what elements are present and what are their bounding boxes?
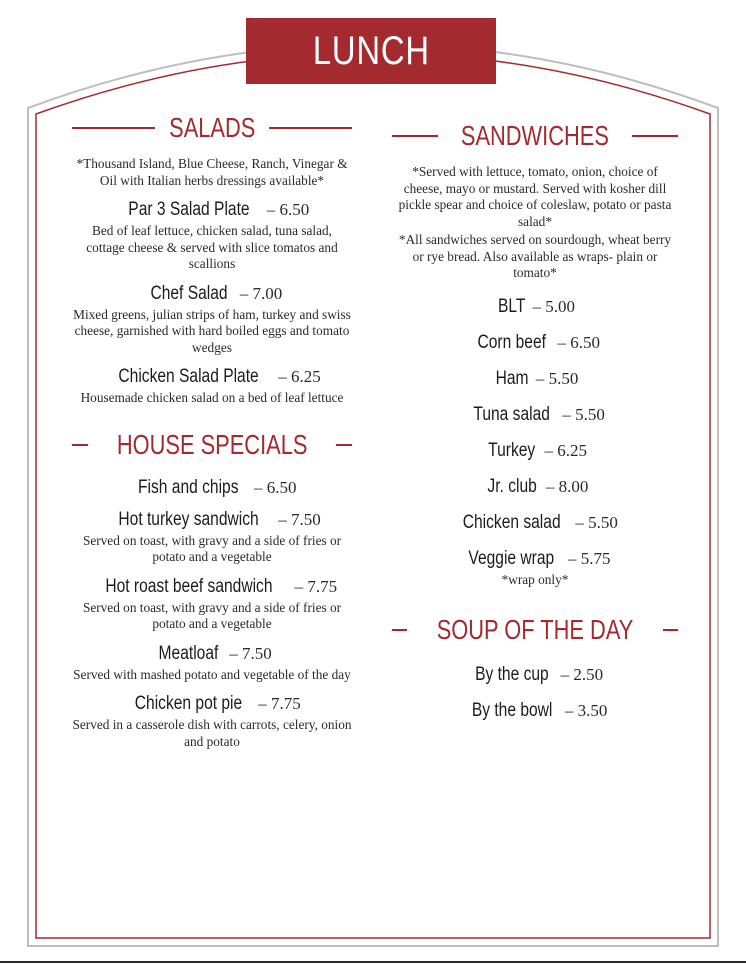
salads-header <box>72 112 352 144</box>
item-price: – 7.75 <box>258 694 301 713</box>
item-name: Veggie wrap <box>468 547 555 569</box>
item-description: Served in a casserole dish with carrots, celery, onion and potato <box>72 717 352 749</box>
menu-item <box>392 548 678 589</box>
divider-rule <box>72 127 155 129</box>
sandwiches-bread-note: *All sandwiches served on sourdough, wheat berry or rye bread. Also available as wraps- plain or tomato* <box>398 232 672 280</box>
item-price: – 6.50 <box>557 332 600 352</box>
item-price: – 6.50 <box>266 200 310 219</box>
divider-rule <box>632 135 678 137</box>
item-description: Mixed greens, julian strips of ham, turkey and swiss cheese, garnished with hard boiled eggs and tomato wedges <box>73 306 351 355</box>
item-name: By the bowl <box>471 700 553 721</box>
item-price: – 6.50 <box>254 477 297 497</box>
menu-item <box>392 476 678 498</box>
menu-item <box>392 700 678 722</box>
item-price: – 7.75 <box>294 576 338 596</box>
item-name: Turkey <box>488 439 536 461</box>
item-description: Served on toast, with gravy and a side of fries or potato and a vegetable <box>82 532 342 564</box>
menu-item <box>392 664 678 686</box>
item-name: Ham <box>495 367 529 389</box>
item-price: – 5.50 <box>575 512 618 532</box>
house-specials-header <box>72 429 352 461</box>
item-price: – 8.00 <box>545 476 589 496</box>
item-name: Meatloaf <box>158 642 219 664</box>
item-name: Hot turkey sandwich <box>118 508 259 530</box>
item-price: – 5.75 <box>568 548 611 568</box>
divider-rule <box>392 135 438 137</box>
salads-title: SALADS <box>168 112 256 143</box>
menu-item <box>72 199 352 273</box>
item-name: Fish and chips <box>138 476 239 498</box>
divider-rule <box>663 629 678 631</box>
divider-rule <box>392 629 407 631</box>
item-description: *wrap only* <box>501 571 569 587</box>
menu-item <box>72 693 352 750</box>
sandwiches-note: *Served with lettuce, tomato, onion, choice of cheese, mayo or mustard. Served with kosher dill pickle spear and choice of coleslaw, potato or pasta salad* <box>398 164 672 229</box>
item-price: – 2.50 <box>560 665 604 684</box>
item-name: BLT <box>498 295 526 317</box>
item-price: – 6.25 <box>278 367 321 386</box>
item-name: Chicken Salad Plate <box>118 366 259 387</box>
divider-rule <box>336 444 352 446</box>
item-name: Hot roast beef sandwich <box>105 575 273 597</box>
item-price: – 5.50 <box>562 404 605 424</box>
soup-title: SOUP OF THE DAY <box>436 614 634 645</box>
item-name: Chicken salad <box>462 511 561 533</box>
item-price: – 7.50 <box>278 509 321 529</box>
menu-item <box>392 368 678 390</box>
divider-rule <box>269 127 352 129</box>
house-specials-title: HOUSE SPECIALS <box>116 428 308 460</box>
item-name: Par 3 Salad Plate <box>128 199 250 220</box>
item-price: – 7.50 <box>229 643 272 663</box>
menu-item <box>392 332 678 354</box>
item-price: – 5.00 <box>532 296 575 316</box>
item-name: Tuna salad <box>473 403 551 425</box>
item-description: Housemade chicken salad on a bed of leaf lettuce <box>80 390 344 405</box>
item-name: Chicken pot pie <box>135 693 243 714</box>
item-description: Served with mashed potato and vegetable of the day <box>73 666 351 682</box>
item-price: – 6.25 <box>544 440 587 460</box>
item-name: Jr. club <box>487 475 537 497</box>
right-column <box>392 120 678 722</box>
title-ribbon <box>246 18 496 84</box>
soup-header <box>392 614 678 646</box>
item-price: – 3.50 <box>564 701 608 720</box>
item-name: By the cup <box>474 664 549 685</box>
menu-item <box>392 512 678 534</box>
menu-item <box>72 477 352 499</box>
menu-item <box>72 576 352 633</box>
page-title: LUNCH <box>312 28 430 73</box>
menu-item <box>72 509 352 566</box>
item-description: Served on toast, with gravy and a side of fries or potato and a vegetable <box>82 599 342 631</box>
item-name: Corn beef <box>477 331 546 353</box>
menu-item <box>392 296 678 318</box>
item-name: Chef Salad <box>150 282 228 304</box>
sandwiches-title: SANDWICHES <box>460 120 610 151</box>
item-description: Bed of leaf lettuce, chicken salad, tuna salad, cottage cheese & served with slice tomatos and scallions <box>86 223 338 271</box>
menu-item <box>72 643 352 684</box>
salads-dressing-note: *Thousand Island, Blue Cheese, Ranch, Vinegar & Oil with Italian herbs dressings available* <box>76 156 348 188</box>
menu-item <box>72 283 352 357</box>
item-price: – 5.50 <box>535 368 579 388</box>
menu-item <box>72 366 352 407</box>
item-price: – 7.00 <box>239 283 283 303</box>
menu-item <box>392 440 678 462</box>
divider-rule <box>72 444 88 446</box>
sandwiches-header <box>392 120 678 152</box>
menu-item <box>392 404 678 426</box>
left-column <box>72 112 352 750</box>
